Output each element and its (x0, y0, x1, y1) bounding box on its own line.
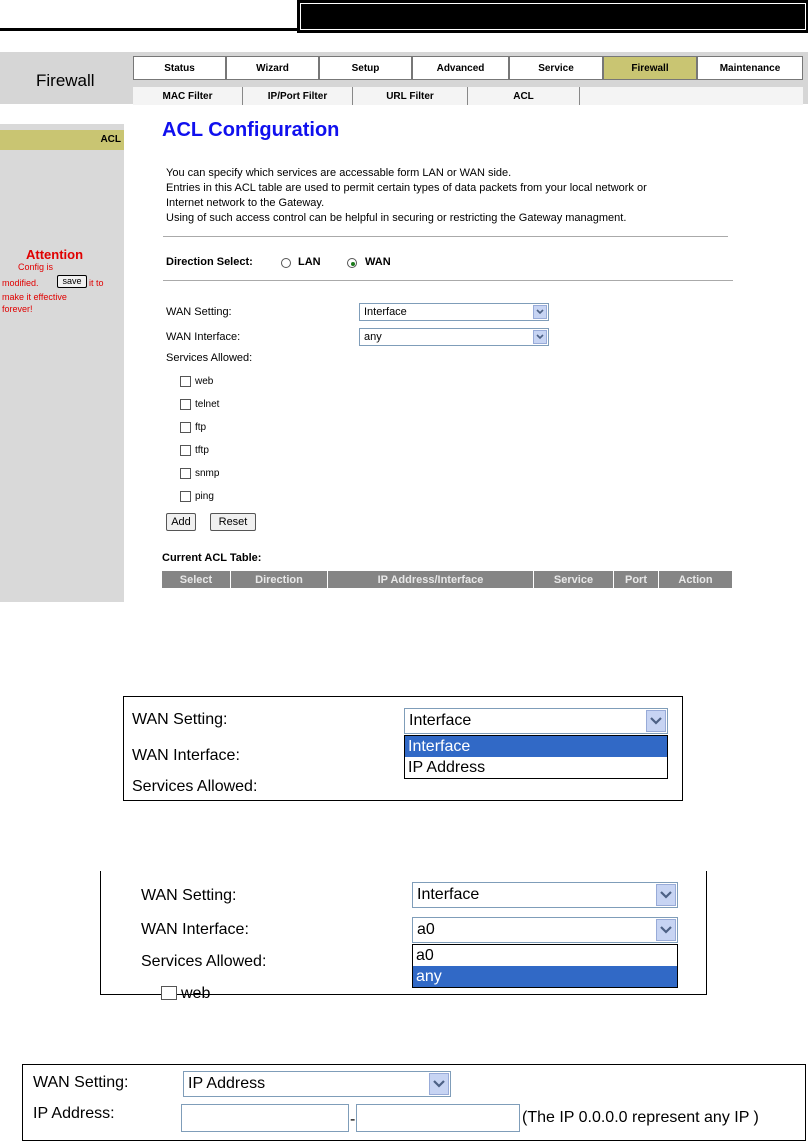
service-label-web: web (195, 376, 214, 387)
service-label-web-partial: web (181, 985, 211, 1002)
wan-interface-label: WAN Interface: (141, 921, 249, 938)
chevron-down-icon (656, 919, 676, 941)
checkbox-ping[interactable] (180, 491, 191, 502)
ip-start-input[interactable] (181, 1104, 349, 1132)
chevron-down-icon (533, 305, 547, 319)
option-interface[interactable]: Interface (405, 736, 667, 757)
page-title: ACL Configuration (162, 119, 340, 141)
tab-advanced[interactable]: Advanced (412, 56, 509, 80)
save-button[interactable]: save (57, 275, 87, 288)
subtab-acl[interactable]: ACL (468, 87, 580, 105)
checkbox-web[interactable] (161, 986, 177, 1000)
doc-header-bar-frame (300, 3, 806, 30)
zoom-panel-wan-interface-dropdown (100, 871, 707, 1002)
section-title: Firewall (36, 71, 95, 90)
chevron-down-icon (646, 710, 666, 732)
chevron-down-icon (429, 1073, 449, 1095)
divider (163, 236, 728, 237)
tab-status[interactable]: Status (133, 56, 226, 80)
sidebar-item-acl[interactable]: ACL (0, 130, 124, 150)
ip-address-label: IP Address: (33, 1105, 115, 1122)
column-header-service: Service (534, 571, 614, 588)
service-label-telnet: telnet (195, 399, 220, 410)
radio-wan[interactable] (347, 258, 357, 268)
description-line: Using of such access control can be helpful in securing or restricting the Gateway managment. (166, 212, 627, 224)
column-header-port: Port (614, 571, 659, 588)
wan-interface-options (412, 944, 678, 988)
acl-table-title: Current ACL Table: (162, 552, 262, 564)
wan-setting-label: WAN Setting: (132, 711, 228, 728)
option-a0[interactable]: a0 (416, 947, 434, 964)
reset-button[interactable]: Reset (210, 513, 256, 531)
direction-label: Direction Select: (166, 256, 253, 268)
wan-setting-select[interactable] (404, 708, 668, 734)
service-label-tftp: tftp (195, 445, 209, 456)
zoom-panel-ip-address (22, 1064, 806, 1141)
option-ip-address[interactable]: IP Address (408, 759, 486, 776)
wan-setting-label: WAN Setting: (166, 306, 232, 318)
wan-interface-value: any (364, 331, 382, 343)
tab-wizard[interactable]: Wizard (226, 56, 319, 80)
attention-text: modified. (2, 278, 39, 288)
wan-setting-select[interactable] (359, 303, 549, 321)
tab-firewall[interactable]: Firewall (603, 56, 697, 80)
subtab-mac-filter[interactable]: MAC Filter (133, 87, 243, 105)
checkbox-telnet[interactable] (180, 399, 191, 410)
wan-interface-label: WAN Interface: (132, 747, 240, 764)
wan-interface-select[interactable] (359, 328, 549, 346)
column-header-select: Select (162, 571, 231, 588)
attention-text: it to (89, 278, 104, 288)
sidebar (0, 124, 124, 602)
wan-setting-select[interactable] (412, 882, 678, 908)
column-header-ip-interface: IP Address/Interface (328, 571, 534, 588)
attention-title: Attention (26, 247, 84, 262)
wan-interface-select[interactable] (412, 917, 678, 943)
service-label-ping: ping (195, 491, 214, 502)
wan-setting-options (404, 735, 668, 779)
wan-setting-value: Interface (409, 712, 472, 729)
radio-wan-label: WAN (365, 256, 391, 268)
divider (163, 280, 733, 281)
tab-service[interactable]: Service (509, 56, 603, 80)
description-line: Entries in this ACL table are used to permit certain types of data packets from your local network or (166, 182, 647, 194)
subtab-ip-port-filter[interactable]: IP/Port Filter (243, 87, 353, 105)
acl-table-header (162, 571, 732, 588)
radio-lan-label: LAN (298, 256, 321, 268)
subtab-url-filter[interactable]: URL Filter (353, 87, 468, 105)
wan-setting-value: Interface (417, 886, 480, 903)
chevron-down-icon (656, 884, 676, 906)
services-allowed-label: Services Allowed: (141, 953, 267, 970)
ip-note: (The IP 0.0.0.0 represent any IP ) (522, 1109, 759, 1126)
service-label-ftp: ftp (195, 422, 207, 433)
wan-interface-label: WAN Interface: (166, 331, 241, 343)
wan-setting-label: WAN Setting: (141, 887, 237, 904)
tab-setup[interactable]: Setup (319, 56, 412, 80)
wan-setting-label: WAN Setting: (33, 1074, 129, 1091)
services-allowed-label: Services Allowed: (132, 778, 258, 795)
description-line: Internet network to the Gateway. (166, 197, 325, 209)
add-button[interactable]: Add (166, 513, 196, 531)
description-line: You can specify which services are accessable form LAN or WAN side. (166, 167, 512, 179)
attention-text: Config is (18, 262, 54, 272)
wan-interface-value: a0 (417, 921, 435, 938)
ip-end-input[interactable] (356, 1104, 520, 1132)
attention-text: forever! (2, 304, 33, 314)
radio-selected-dot (351, 262, 355, 266)
radio-lan[interactable] (281, 258, 291, 268)
ip-range-separator: - (350, 1111, 356, 1128)
column-header-action: Action (678, 573, 713, 586)
chevron-down-icon (533, 330, 547, 344)
checkbox-ftp[interactable] (180, 422, 191, 433)
wan-setting-value: Interface (364, 306, 407, 318)
checkbox-snmp[interactable] (180, 468, 191, 479)
zoom-panel-wan-setting-dropdown (123, 696, 683, 801)
doc-header-rule (0, 28, 297, 31)
attention-text: make it effective (2, 292, 67, 302)
service-label-snmp: snmp (195, 468, 220, 479)
router-ui-screenshot (0, 52, 808, 602)
services-allowed-label: Services Allowed: (166, 352, 253, 364)
column-header-direction: Direction (231, 571, 328, 588)
tab-maintenance[interactable]: Maintenance (697, 56, 803, 80)
wan-setting-select[interactable] (183, 1071, 451, 1097)
option-any[interactable]: any (413, 966, 677, 987)
checkbox-tftp[interactable] (180, 445, 191, 456)
wan-setting-value: IP Address (188, 1075, 266, 1092)
checkbox-web[interactable] (180, 376, 191, 387)
